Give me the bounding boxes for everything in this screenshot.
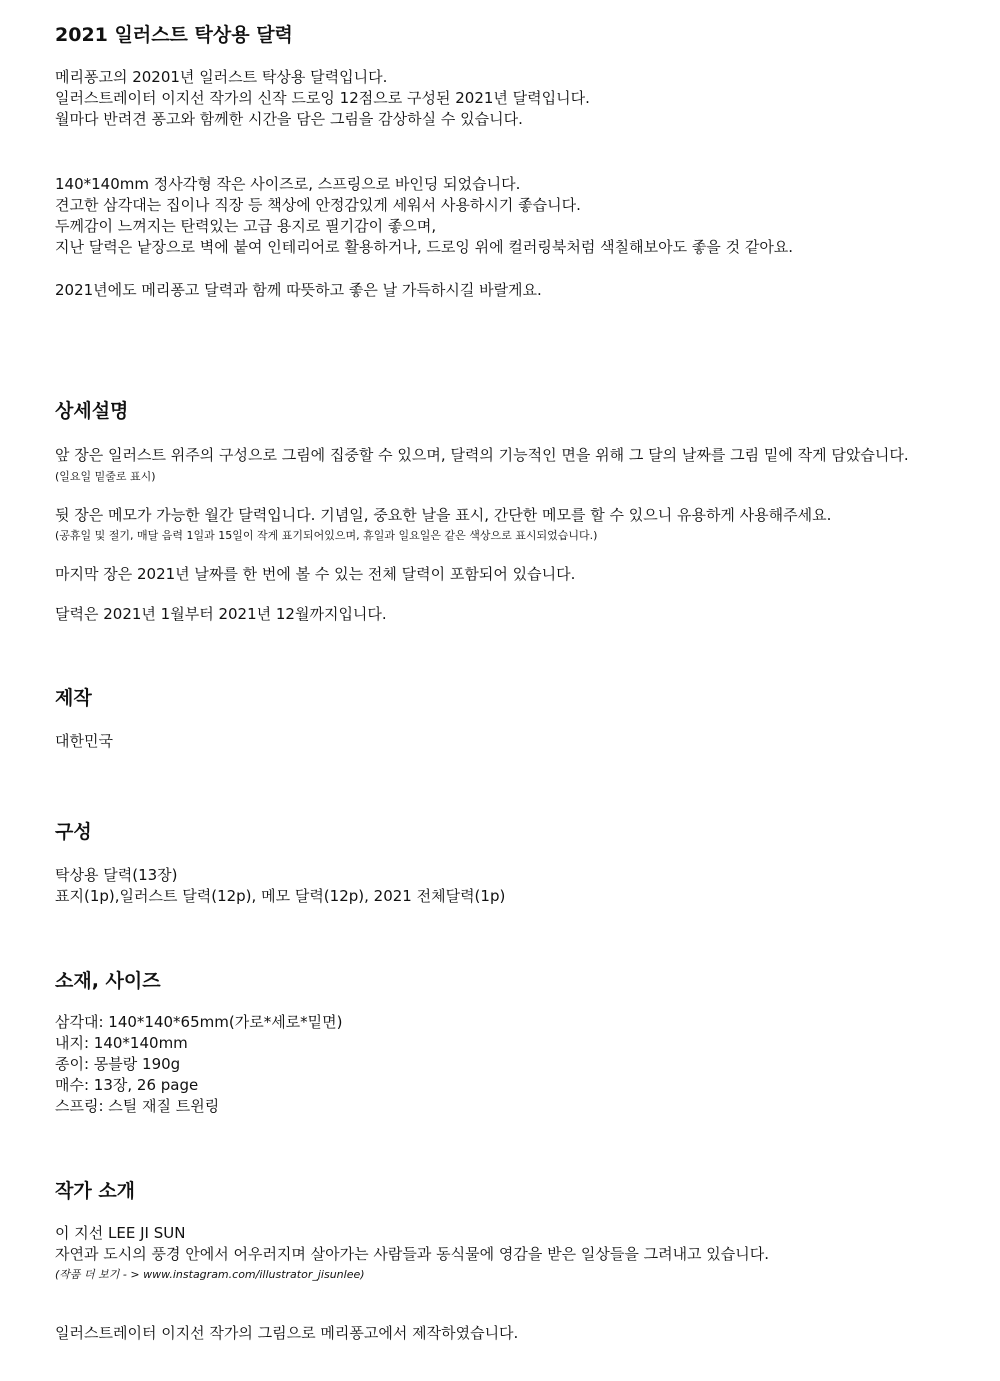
intro-line: 월마다 반려견 퐁고와 함께한 시간을 담은 그림을 감상하실 수 있습니다. xyxy=(55,110,523,128)
made-value: 대한민국 xyxy=(55,732,113,750)
material-line: 내지: 140*140mm xyxy=(55,1034,188,1052)
material-line: 매수: 13장, 26 page xyxy=(55,1076,199,1094)
composition-line: 탁상용 달력(13장) xyxy=(55,866,178,884)
material-line: 종이: 몽블랑 190g xyxy=(55,1055,181,1073)
artist-name: 이 지선 LEE JI SUN xyxy=(55,1224,186,1242)
artist-bio: 자연과 도시의 풍경 안에서 어우러지며 살아가는 사람들과 동식물에 영감을 받은 일상들을 그려내고 있습니다. xyxy=(55,1245,770,1263)
artist-instagram-link[interactable]: (작품 더 보기 - > www.instagram.com/illustrator_jisunlee) xyxy=(55,1268,365,1281)
intro-paragraph xyxy=(55,67,590,130)
details-range: 달력은 2021년 1월부터 2021년 12월까지입니다. xyxy=(55,605,387,623)
intro-line: 일러스트레이터 이지선 작가의 신작 드로잉 12점으로 구성된 2021년 달력입니다. xyxy=(55,89,590,107)
intro-line: 메리퐁고의 20201년 일러스트 탁상용 달력입니다. xyxy=(55,68,388,86)
composition-line: 표지(1p),일러스트 달력(12p), 메모 달력(12p), 2021 전체달력(1p) xyxy=(55,887,506,905)
feature-line: 두께감이 느껴지는 탄력있는 고급 용지로 필기감이 좋으며, xyxy=(55,217,437,235)
details-back: 뒷 장은 메모가 가능한 월간 달력입니다. 기념일, 중요한 날을 표시, 간단한 메모를 할 수 있으니 유용하게 사용해주세요. xyxy=(55,506,832,524)
artist-heading: 작가 소개 xyxy=(55,1180,136,1202)
features-paragraph xyxy=(55,174,793,258)
composition-heading: 구성 xyxy=(55,821,92,843)
details-last: 마지막 장은 2021년 날짜를 한 번에 볼 수 있는 전체 달력이 포함되어 있습니다. xyxy=(55,565,576,583)
material-list xyxy=(55,1012,343,1117)
page-title: 2021 일러스트 탁상용 달력 xyxy=(55,24,293,46)
made-heading: 제작 xyxy=(55,687,92,709)
greeting-text: 2021년에도 메리퐁고 달력과 함께 따뜻하고 좋은 날 가득하시길 바랄게요. xyxy=(55,281,542,299)
material-heading: 소재, 사이즈 xyxy=(55,970,161,992)
composition-list xyxy=(55,865,505,907)
footer-text: 일러스트레이터 이지선 작가의 그림으로 메리퐁고에서 제작하였습니다. xyxy=(55,1324,519,1342)
feature-line: 견고한 삼각대는 집이나 직장 등 책상에 안정감있게 세워서 사용하시기 좋습니다. xyxy=(55,196,581,214)
material-line: 스프링: 스틸 재질 트윈링 xyxy=(55,1097,220,1115)
details-front-note: (일요일 밑줄로 표시) xyxy=(55,470,156,483)
feature-line: 140*140mm 정사각형 작은 사이즈로, 스프링으로 바인딩 되었습니다. xyxy=(55,175,521,193)
details-front: 앞 장은 일러스트 위주의 구성으로 그림에 집중할 수 있으며, 달력의 기능적인 면을 위해 그 달의 날짜를 그림 밑에 작게 담았습니다. xyxy=(55,446,909,464)
material-line: 삼각대: 140*140*65mm(가로*세로*밑면) xyxy=(55,1013,343,1031)
details-heading: 상세설명 xyxy=(55,400,129,422)
details-back-note: (공휴일 및 절기, 매달 음력 1일과 15일이 작게 표기되어있으며, 휴일과 일요일은 같은 색상으로 표시되었습니다.) xyxy=(55,529,598,542)
feature-line: 지난 달력은 낱장으로 벽에 붙여 인테리어로 활용하거나, 드로잉 위에 컬러링북처럼 색칠해보아도 좋을 것 같아요. xyxy=(55,238,794,256)
